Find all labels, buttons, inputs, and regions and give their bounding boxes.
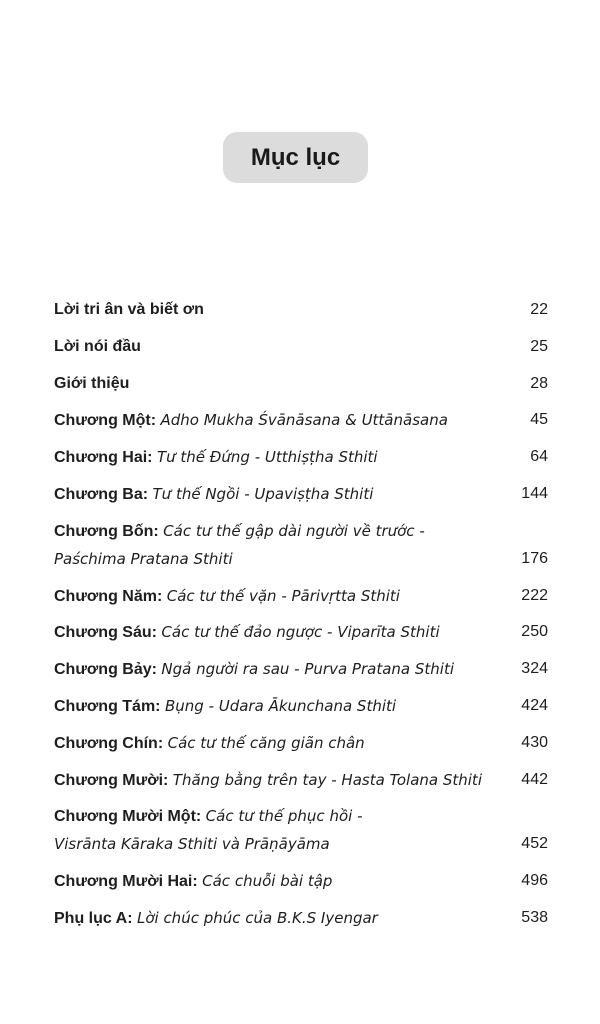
toc-entry-line-2 [54,830,548,858]
toc-entry-label: Chương Mười: [54,771,169,789]
toc-entry-line [54,729,548,757]
toc-entry-label: Chương Ba: [54,485,149,503]
toc-entry-line [54,370,548,398]
toc-entry [54,517,548,573]
toc-entry-label: Chương Sáu: [54,624,157,642]
toc-entry [54,729,548,757]
toc-entry-description-2: Visrānta Kāraka Sthiti và Prāṇāyāma [54,835,330,854]
toc-entry-label: Chương Tám: [54,697,161,715]
toc-entry-line [54,692,548,720]
toc-entry-page: 28 [530,374,548,392]
toc-entry-page: 324 [521,660,548,678]
toc-entry [54,582,548,610]
toc-entry-page: 222 [521,586,548,604]
toc-entry-description: Bụng - Udara Ākunchana Sthiti [164,696,397,715]
toc-entry-page: 22 [530,301,548,318]
toc-entry-description: Lời chúc phúc của B.K.S Iyengar [136,908,378,927]
toc-entry-label: Chương Mười Hai: [54,873,198,891]
toc-entry-line [54,443,548,471]
toc-entry-description: Các tư thế gập dài người về trước - [163,521,425,540]
toc-entry-label: Phụ lục A: [54,909,133,927]
toc-entry-page: 496 [521,872,548,890]
toc-entry-label: Chương Mười Một: [54,808,202,826]
toc-entry-page: 25 [530,337,548,355]
toc-entry [54,766,548,794]
table-of-contents [54,296,548,941]
toc-entry-label: Giới thiệu [54,374,130,392]
toc-entry-description-2: Paśchima Pratana Sthiti [54,549,233,568]
toc-entry-page: 538 [521,908,548,926]
toc-entry-label: Chương Bốn: [54,522,159,540]
toc-entry-line-2 [54,545,548,573]
toc-entry [54,618,548,646]
toc-entry-page: 144 [521,484,548,502]
toc-entry [54,480,548,508]
toc-entry [54,443,548,471]
toc-entry-line [54,406,548,434]
toc-entry-label: Chương Chín: [54,734,164,752]
toc-entry-line [54,766,548,794]
toc-entry-page: 45 [530,411,548,429]
toc-entry [54,296,548,324]
toc-entry-page: 424 [521,696,548,714]
toc-entry-label: Chương Hai: [54,449,153,467]
toc-entry-description: Các tư thế phục hồi - [205,807,363,826]
toc-entry-line [54,655,548,683]
toc-entry-description: Các chuỗi bài tập [202,872,333,891]
toc-entry [54,802,548,858]
toc-entry-page: 452 [521,835,548,853]
toc-entry-line [54,296,548,324]
toc-entry-line [54,480,548,508]
toc-entry-description: Tư thế Ngồi - Upaviṣṭha Sthiti [152,484,374,503]
toc-entry [54,867,548,895]
toc-entry-label: Lời tri ân và biết ơn [54,301,204,318]
toc-entry-description: Tư thế Đứng - Utthiṣṭha Sthiti [156,448,378,467]
toc-entry-label: Chương Bảy: [54,661,157,679]
toc-entry-line [54,904,548,932]
toc-entry-page: 64 [530,448,548,466]
toc-title-box [223,132,368,183]
toc-entry-description: Các tư thế vặn - Pārivṛtta Sthiti [166,586,400,605]
toc-entry-page: 176 [521,549,548,567]
toc-entry-page: 250 [521,623,548,641]
toc-entry-page: 430 [521,733,548,751]
toc-entry [54,904,548,932]
toc-entry-page: 442 [521,770,548,788]
toc-entry [54,406,548,434]
toc-entry-label: Chương Một: [54,412,157,430]
toc-entry-line [54,618,548,646]
toc-entry-description: Thăng bằng trên tay - Hasta Tolana Sthiti [172,770,482,789]
toc-entry-line [54,802,548,830]
toc-entry-line [54,517,548,545]
toc-entry-label: Lời nói đầu [54,337,141,355]
toc-entry-description: Ngả người ra sau - Purva Pratana Sthiti [161,660,454,679]
toc-entry-line [54,333,548,361]
toc-entry-description: Adho Mukha Śvānāsana & Uttānāsana [160,411,448,430]
toc-entry [54,692,548,720]
toc-entry [54,655,548,683]
toc-entry-line [54,582,548,610]
toc-entry-description: Các tư thế căng giãn chân [167,733,365,752]
toc-entry-description: Các tư thế đảo ngược - Viparīta Sthiti [161,623,440,642]
toc-entry [54,370,548,398]
toc-entry-line [54,867,548,895]
page-title: Mục lục [250,143,341,171]
toc-entry-label: Chương Năm: [54,587,163,605]
toc-entry [54,333,548,361]
